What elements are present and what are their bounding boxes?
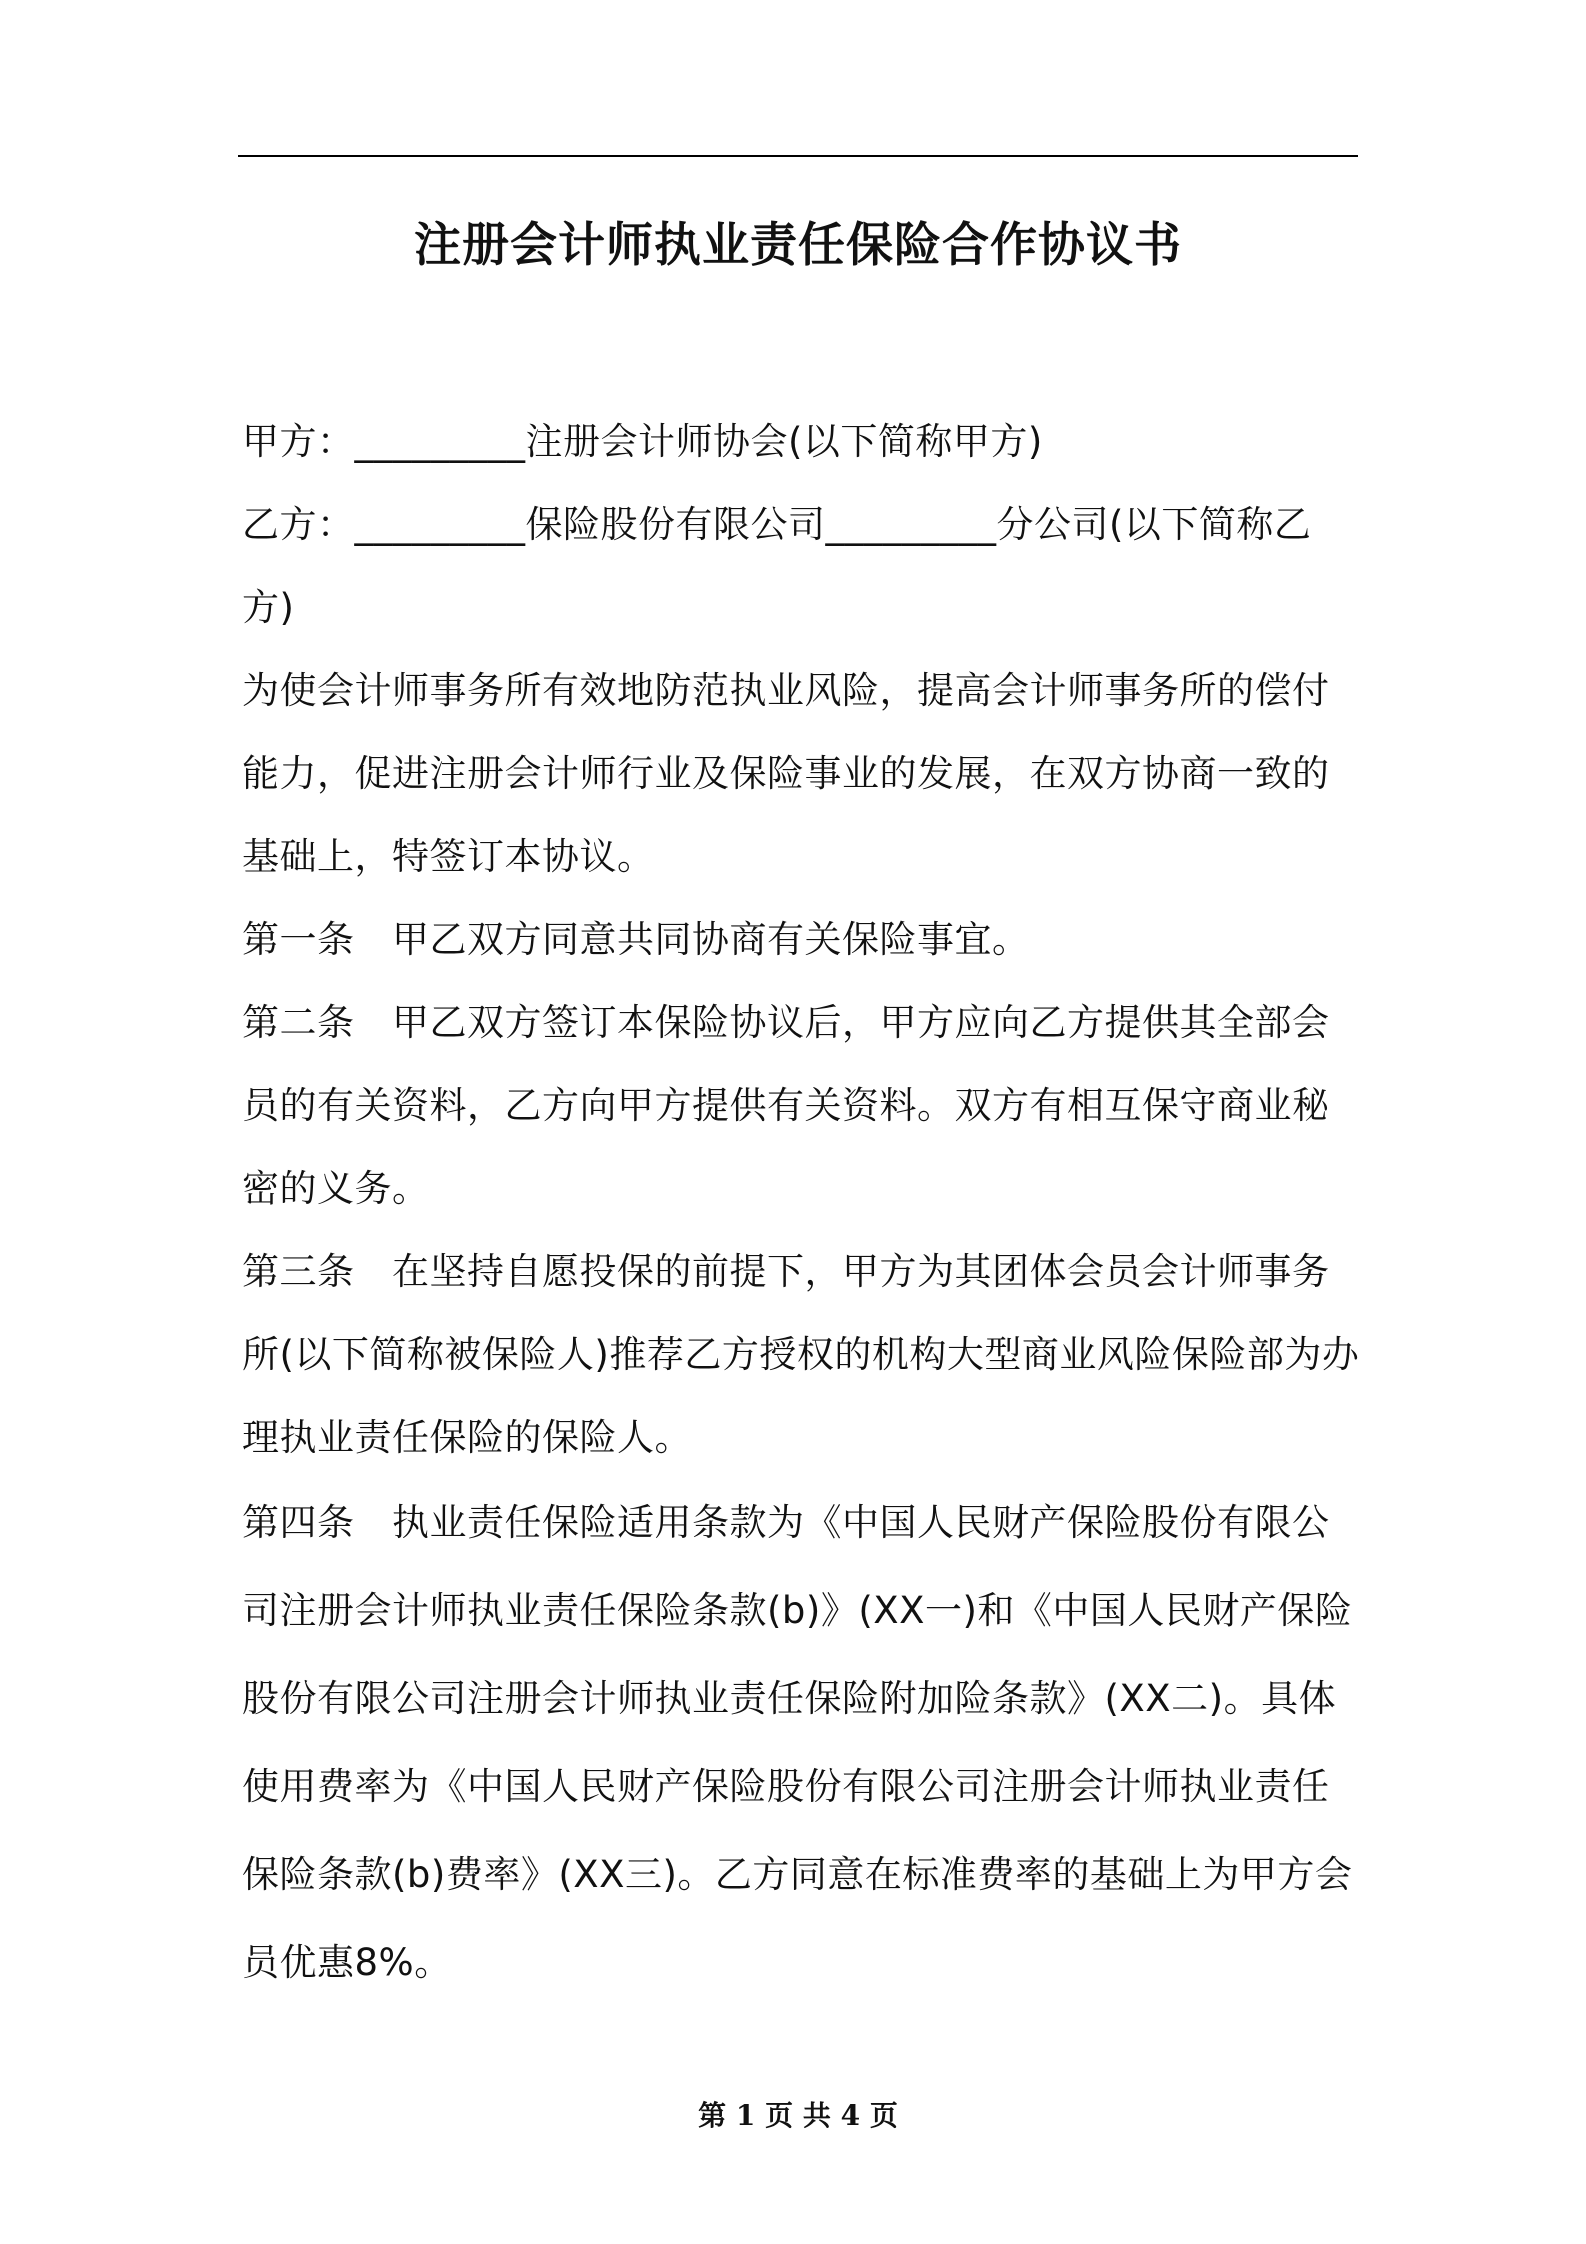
clause-2-paragraph: 第二条 甲乙双方签订本保险协议后，甲方应向乙方提供其全部会员的有关资料，乙方向甲方提供有关资料。双方有相互保守商业秘密的义务。 <box>242 1001 1330 1210</box>
clause-1-paragraph: 第一条 甲乙双方同意共同协商有关保险事宜。 <box>242 918 1030 961</box>
page-indicator: 第 1 页 共 4 页 <box>698 2099 898 2132</box>
header-rule <box>238 155 1358 157</box>
clause-3-paragraph: 第三条 在坚持自愿投保的前提下，甲方为其团体会员会计师事务所(以下简称被保险人)推荐乙方授权的机构大型商业风险保险部为办理执业责任保险的保险人。 <box>242 1250 1360 1459</box>
document-body <box>242 400 1360 2007</box>
clause-4-paragraph: 第四条 执业责任保险适用条款为《中国人民财产保险股份有限公司注册会计师执业责任保险条款(b)》(XX一)和《中国人民财产保险股份有限公司注册会计师执业责任保险附加险条款》(XX二)。具体使用费率为《中国人民财产保险股份有限公司注册会计师执业责任保险条款(b)费率》(XX三)。乙方同意在标准费率的基础上为甲方会员优惠8%。 <box>242 1501 1353 1984</box>
party-b-line: 乙方：_________保险股份有限公司_________分公司(以下简称乙方) <box>242 503 1312 629</box>
party-a-line: 甲方：_________注册会计师协会(以下简称甲方) <box>242 420 1043 463</box>
preamble-paragraph: 为使会计师事务所有效地防范执业风险，提高会计师事务所的偿付能力，促进注册会计师行业及保险事业的发展，在双方协商一致的基础上，特签订本协议。 <box>242 669 1330 878</box>
document-title: 注册会计师执业责任保险合作协议书 <box>414 218 1182 273</box>
